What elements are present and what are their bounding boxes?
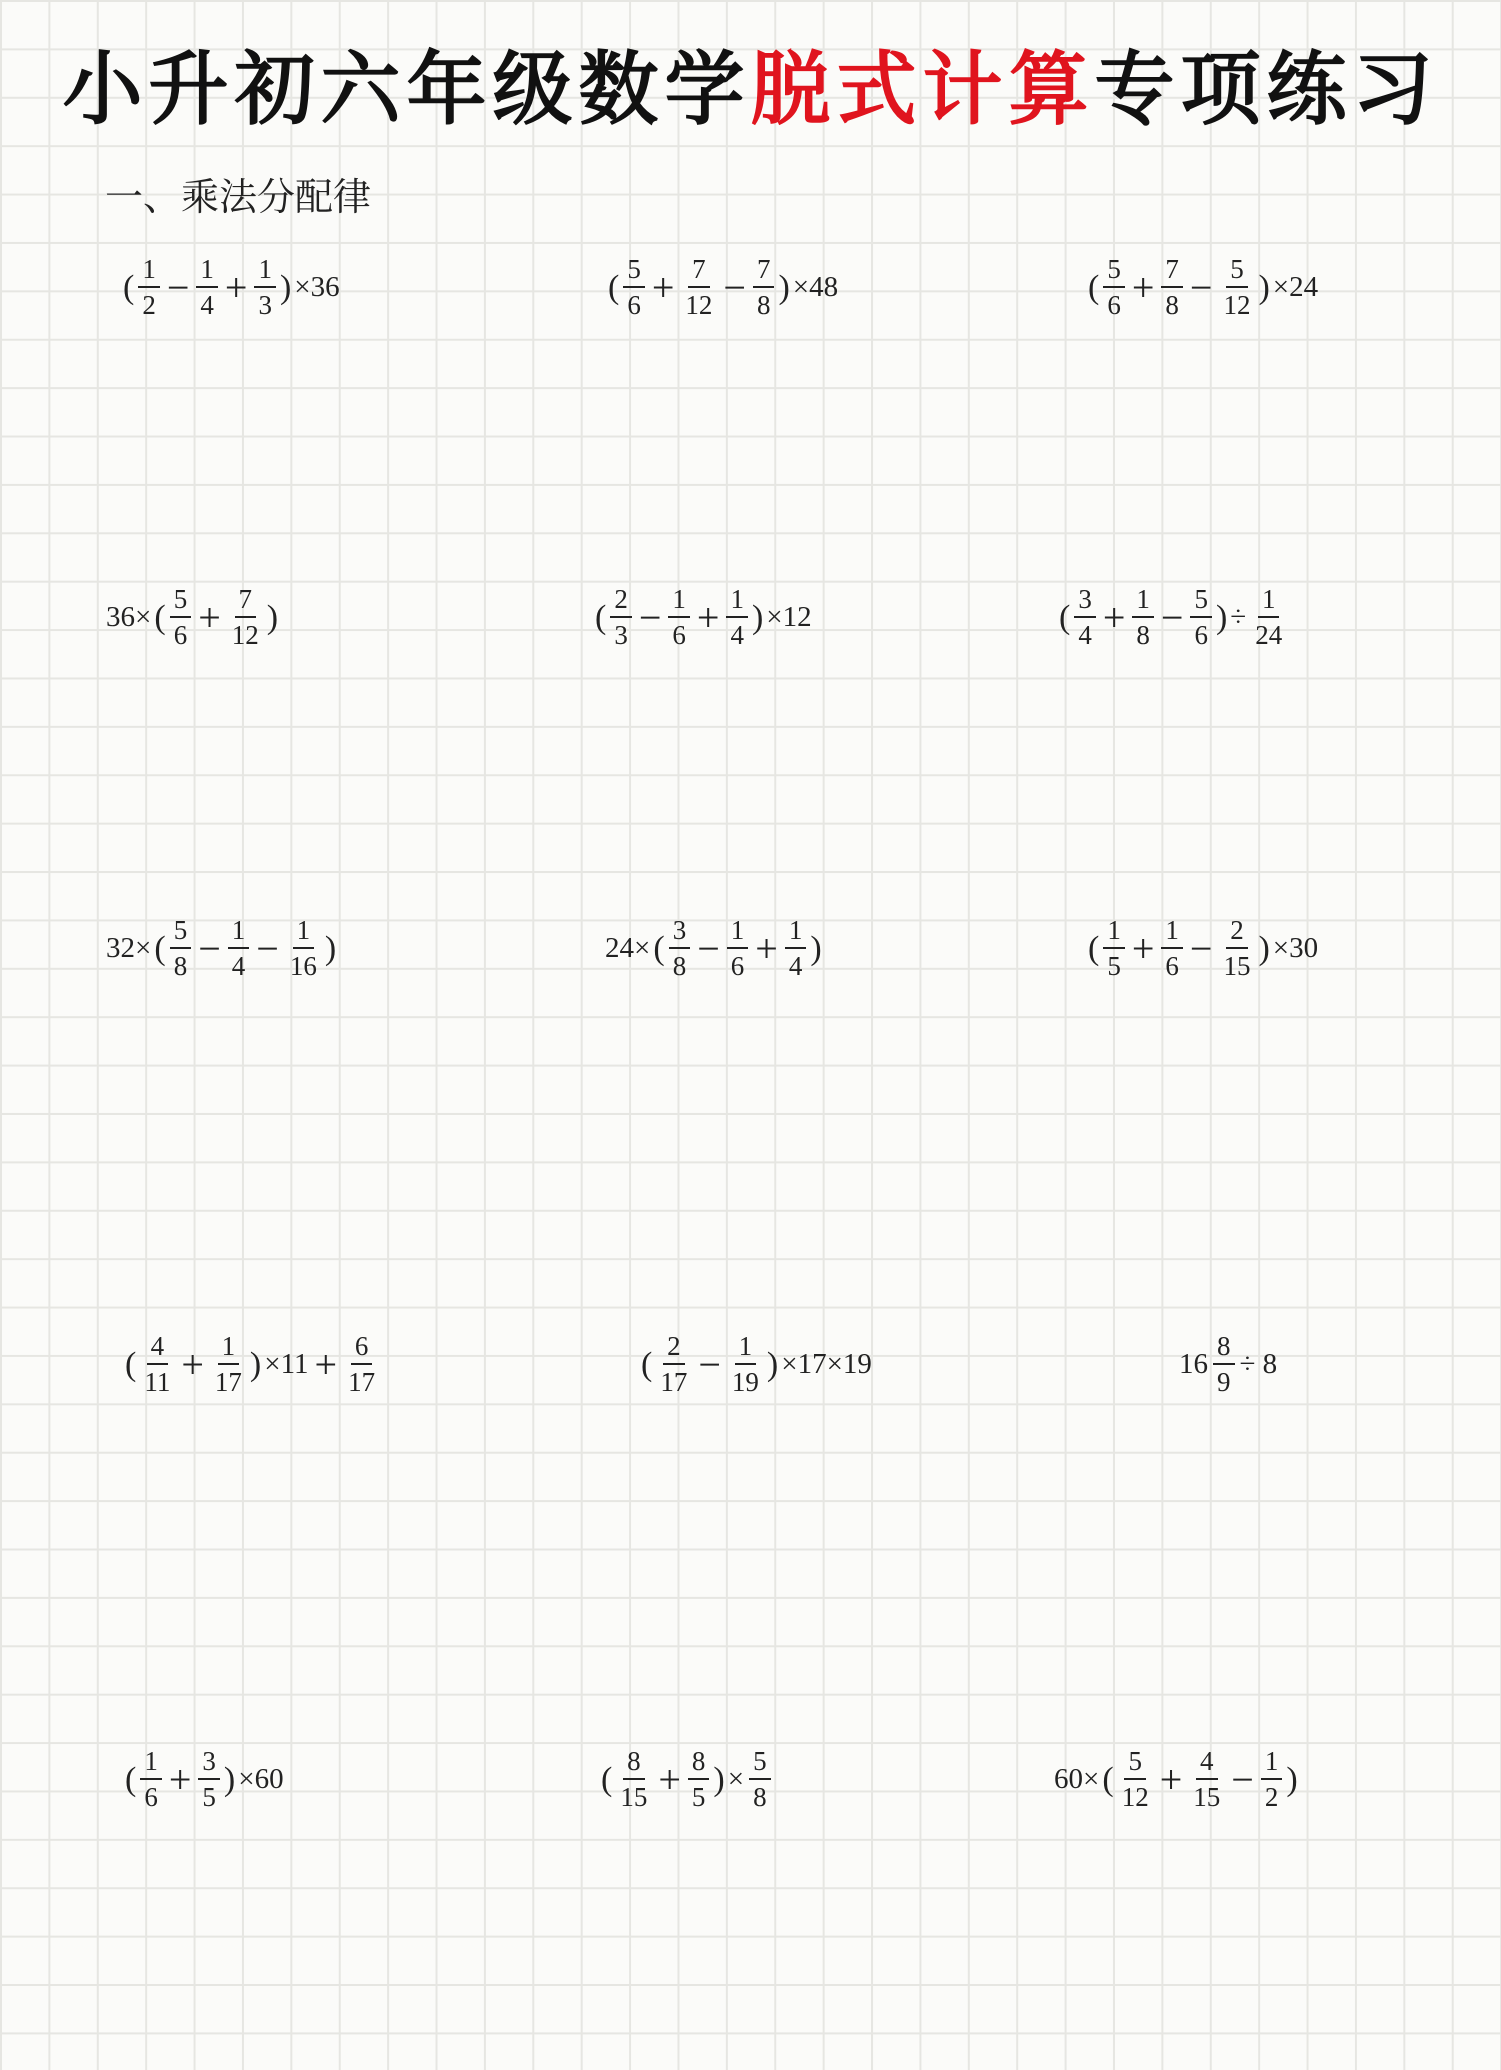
operator: + [1131, 925, 1155, 971]
fraction [1118, 1748, 1153, 1811]
fraction [1190, 586, 1212, 649]
fraction [198, 1748, 220, 1811]
expression-text: 60× [1054, 1763, 1100, 1795]
numerator: 1 [1258, 586, 1280, 618]
fraction [681, 256, 716, 319]
numerator: 8 [1213, 1333, 1235, 1365]
parenthesis: ) [266, 598, 279, 636]
denominator: 9 [1217, 1367, 1231, 1397]
parenthesis: ( [1059, 598, 1071, 636]
parenthesis: ( [125, 1760, 137, 1798]
parenthesis: ) [279, 268, 292, 306]
fraction [668, 586, 690, 649]
fraction [140, 1333, 174, 1396]
problem-5 [594, 586, 814, 649]
fraction [726, 586, 748, 649]
numerator: 5 [1226, 256, 1248, 288]
fraction [344, 1333, 379, 1396]
expression-text: 16 [1179, 1348, 1208, 1380]
operator: + [696, 594, 720, 640]
numerator: 5 [749, 1748, 771, 1780]
expression-text: 32× [106, 932, 152, 964]
numerator: 1 [1261, 1748, 1283, 1780]
expression-text: ×48 [792, 271, 839, 303]
operator: + [1131, 264, 1155, 310]
fraction [228, 917, 250, 980]
fraction [196, 256, 218, 319]
parenthesis: ) [1286, 1760, 1298, 1798]
operator: − [723, 264, 746, 310]
operator: + [224, 264, 248, 310]
operator: − [1189, 264, 1213, 310]
denominator: 12 [231, 620, 259, 650]
numerator: 5 [1103, 256, 1125, 288]
problem-2 [607, 256, 840, 319]
numerator: 1 [218, 1333, 240, 1365]
numerator: 1 [1132, 586, 1154, 618]
expression-text: ×17×19 [781, 1348, 872, 1380]
operator: − [697, 925, 720, 971]
denominator: 4 [1078, 620, 1092, 650]
denominator: 8 [1165, 290, 1179, 320]
denominator: 4 [231, 951, 246, 981]
fraction [140, 1748, 162, 1811]
fraction [616, 1748, 651, 1811]
denominator: 24 [1255, 620, 1283, 650]
fraction [1219, 917, 1254, 980]
fraction [170, 586, 192, 649]
problem-4 [104, 586, 279, 649]
title-part3: 专项练习 [1094, 43, 1439, 136]
denominator: 15 [620, 1782, 648, 1812]
parenthesis: ) [810, 929, 822, 967]
denominator: 6 [1194, 620, 1208, 650]
title-part1: 小升初六年级数学 [62, 43, 751, 136]
fraction [1074, 586, 1096, 649]
parenthesis: ( [601, 1760, 613, 1798]
fraction [669, 917, 691, 980]
operator: − [1160, 594, 1184, 640]
denominator: 5 [1107, 951, 1121, 981]
parenthesis: ( [1102, 1760, 1114, 1798]
numerator: 5 [170, 586, 192, 618]
denominator: 2 [142, 290, 156, 320]
problem-13 [124, 1748, 286, 1811]
operator: + [314, 1341, 338, 1387]
parenthesis: ( [154, 929, 166, 967]
problem-3 [1087, 256, 1320, 319]
problem-9 [1087, 917, 1320, 980]
parenthesis: ) [1258, 268, 1270, 306]
numerator: 3 [669, 917, 691, 949]
expression-text: ×30 [1272, 932, 1319, 964]
numerator: 1 [196, 256, 218, 288]
numerator: 6 [351, 1333, 373, 1365]
denominator: 15 [1223, 951, 1251, 981]
numerator: 7 [688, 256, 710, 288]
fraction [753, 256, 775, 319]
fraction [1251, 586, 1286, 649]
operator: − [256, 925, 279, 971]
denominator: 15 [1193, 1782, 1221, 1812]
denominator: 6 [672, 620, 686, 650]
expression-text: ×60 [238, 1763, 284, 1795]
operator: − [1189, 925, 1213, 971]
fraction [286, 917, 321, 980]
denominator: 5 [202, 1782, 216, 1812]
fraction [211, 1333, 246, 1396]
denominator: 8 [753, 1782, 767, 1812]
parenthesis: ) [1258, 929, 1270, 967]
problem-11 [640, 1333, 874, 1396]
parenthesis: ( [123, 268, 135, 306]
expression-text: ÷ 8 [1239, 1348, 1278, 1380]
parenthesis: ) [223, 1760, 236, 1798]
denominator: 12 [1121, 1782, 1149, 1812]
parenthesis: ) [766, 1345, 779, 1383]
parenthesis: ) [1215, 598, 1228, 636]
operator: + [755, 925, 778, 971]
denominator: 8 [756, 290, 771, 320]
numerator: 3 [1074, 586, 1096, 618]
operator: + [168, 1756, 192, 1802]
numerator: 2 [663, 1333, 685, 1365]
problem-8 [603, 917, 823, 980]
denominator: 17 [214, 1367, 242, 1397]
problem-12 [1177, 1333, 1279, 1396]
problem-14 [600, 1748, 774, 1811]
parenthesis: ) [778, 268, 790, 306]
denominator: 8 [173, 951, 188, 981]
operator: + [1102, 594, 1126, 640]
problem-7 [104, 917, 337, 980]
parenthesis: ( [653, 929, 665, 967]
fraction [1219, 256, 1254, 319]
operator: − [638, 594, 662, 640]
denominator: 4 [200, 290, 214, 320]
expression-text: ×24 [1272, 271, 1319, 303]
numerator: 1 [735, 1333, 757, 1365]
operator: − [166, 264, 190, 310]
numerator: 1 [1161, 917, 1183, 949]
operator: + [658, 1756, 681, 1802]
fraction [688, 1748, 710, 1811]
numerator: 1 [293, 917, 315, 949]
fraction [170, 917, 192, 980]
page-title [0, 43, 1501, 136]
denominator: 2 [1264, 1782, 1279, 1812]
numerator: 1 [785, 917, 807, 949]
fraction [785, 917, 807, 980]
parenthesis: ( [641, 1345, 653, 1383]
parenthesis: ( [1088, 268, 1100, 306]
numerator: 7 [753, 256, 775, 288]
parenthesis: ( [1088, 929, 1100, 967]
numerator: 1 [727, 917, 749, 949]
problem-15 [1052, 1748, 1299, 1811]
denominator: 6 [1165, 951, 1179, 981]
fraction [1213, 1333, 1235, 1396]
numerator: 5 [1190, 586, 1212, 618]
denominator: 6 [173, 620, 188, 650]
fraction [623, 256, 645, 319]
fraction [727, 917, 749, 980]
parenthesis: ) [751, 598, 764, 636]
expression-text: ×12 [766, 601, 812, 633]
denominator: 16 [289, 951, 317, 981]
denominator: 3 [258, 290, 272, 320]
expression-text: ×36 [294, 271, 340, 303]
parenthesis: ) [249, 1345, 262, 1383]
expression-text: ×11 [264, 1348, 309, 1380]
denominator: 5 [691, 1782, 706, 1812]
numerator: 7 [1161, 256, 1183, 288]
numerator: 1 [138, 256, 160, 288]
operator: + [651, 264, 675, 310]
problem-10 [124, 1333, 382, 1396]
denominator: 8 [1136, 620, 1150, 650]
section-heading: 一、乘法分配律 [105, 175, 372, 219]
parenthesis: ( [608, 268, 620, 306]
expression-text: 36× [106, 601, 152, 633]
denominator: 12 [1223, 290, 1251, 320]
fraction [254, 256, 276, 319]
denominator: 4 [730, 620, 744, 650]
denominator: 17 [348, 1367, 376, 1397]
fraction [1189, 1748, 1224, 1811]
fraction [1103, 917, 1125, 980]
parenthesis: ) [713, 1760, 725, 1798]
fraction [1132, 586, 1154, 649]
denominator: 6 [1107, 290, 1121, 320]
denominator: 17 [660, 1367, 688, 1397]
numerator: 2 [610, 586, 632, 618]
operator: − [1231, 1756, 1254, 1802]
operator: − [698, 1341, 721, 1387]
numerator: 7 [235, 586, 257, 618]
denominator: 6 [730, 951, 745, 981]
expression-text: × [727, 1763, 745, 1795]
numerator: 2 [1226, 917, 1248, 949]
fraction [1261, 1748, 1283, 1811]
fraction [228, 586, 263, 649]
numerator: 1 [254, 256, 276, 288]
parenthesis: ) [324, 929, 337, 967]
numerator: 1 [726, 586, 748, 618]
denominator: 11 [144, 1367, 171, 1397]
operator: + [1159, 1756, 1183, 1802]
denominator: 8 [672, 951, 687, 981]
denominator: 3 [614, 620, 628, 650]
operator: + [181, 1341, 204, 1387]
problem-6 [1058, 586, 1289, 649]
denominator: 12 [685, 290, 713, 320]
denominator: 19 [731, 1367, 759, 1397]
denominator: 4 [788, 951, 803, 981]
fraction [138, 256, 160, 319]
numerator: 1 [668, 586, 690, 618]
numerator: 8 [623, 1748, 645, 1780]
operator: − [198, 925, 221, 971]
denominator: 6 [144, 1782, 158, 1812]
numerator: 1 [228, 917, 250, 949]
operator: + [198, 594, 221, 640]
parenthesis: ( [595, 598, 607, 636]
numerator: 5 [1124, 1748, 1146, 1780]
expression-text: ÷ [1230, 601, 1247, 633]
numerator: 1 [1103, 917, 1125, 949]
fraction [1103, 256, 1125, 319]
fraction [656, 1333, 691, 1396]
numerator: 8 [688, 1748, 710, 1780]
numerator: 3 [198, 1748, 220, 1780]
numerator: 1 [140, 1748, 162, 1780]
problem-1 [122, 256, 342, 319]
fraction [749, 1748, 771, 1811]
numerator: 5 [170, 917, 192, 949]
parenthesis: ( [125, 1345, 137, 1383]
title-highlight: 脱式计算 [750, 43, 1095, 136]
fraction [610, 586, 632, 649]
fraction [728, 1333, 763, 1396]
numerator: 4 [147, 1333, 169, 1365]
denominator: 6 [627, 290, 641, 320]
expression-text: 24× [605, 932, 651, 964]
fraction [1161, 256, 1183, 319]
parenthesis: ( [154, 598, 166, 636]
numerator: 5 [623, 256, 645, 288]
numerator: 4 [1196, 1748, 1218, 1780]
fraction [1161, 917, 1183, 980]
